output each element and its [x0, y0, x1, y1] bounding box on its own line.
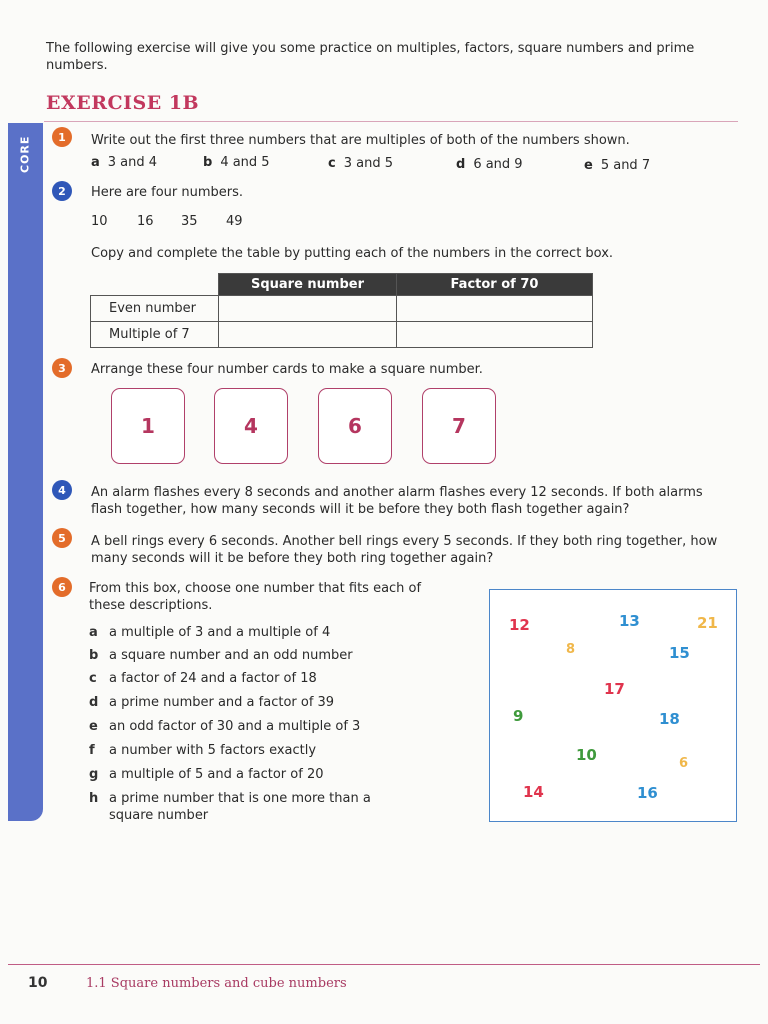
- box-number: 14: [523, 783, 544, 801]
- intro-text: The following exercise will give you some practice on multiples, factors, square numbers and prime numbers.: [46, 41, 695, 73]
- col-header-square-number: Square number: [219, 274, 397, 296]
- list-item: [89, 743, 316, 758]
- question-6-text: From this box, choose one number that fits each of these descriptions.: [89, 581, 422, 613]
- table-cell: [219, 322, 397, 348]
- table-corner: [91, 274, 219, 296]
- box-number: 6: [679, 756, 689, 771]
- part-text: a factor of 24 and a factor of 18: [109, 671, 317, 686]
- table-cell: [397, 322, 593, 348]
- list-item: [89, 625, 330, 640]
- part-text: a square number and an odd number: [109, 648, 353, 663]
- box-number: 9: [513, 707, 524, 725]
- col-header-factor-of-70: Factor of 70: [397, 274, 593, 296]
- part-text: a multiple of 5 and a factor of 20: [109, 767, 324, 782]
- question-number-1: 1: [52, 127, 72, 147]
- q2-number-4: 49: [226, 214, 243, 229]
- list-item: [89, 671, 317, 686]
- q1-part-c: [328, 156, 393, 171]
- part-label: e: [584, 158, 593, 173]
- part-text: an odd factor of 30 and a multiple of 3: [109, 719, 361, 734]
- part-text: 5 and 7: [600, 158, 651, 173]
- question-2-text: Here are four numbers.: [91, 185, 244, 200]
- list-item: [89, 695, 334, 710]
- box-number: 18: [659, 710, 680, 728]
- part-label: c: [89, 671, 97, 686]
- part-label: d: [456, 157, 466, 172]
- section-title: 1.1 Square numbers and cube numbers: [86, 976, 347, 991]
- core-side-bar: [8, 123, 43, 821]
- part-label: b: [203, 155, 213, 170]
- table-header-row: [91, 274, 593, 296]
- question-number-6: 6: [52, 577, 72, 597]
- q1-part-d: [456, 157, 523, 172]
- row-header-even-number: Even number: [91, 296, 219, 322]
- q2-number-3: 35: [181, 214, 198, 229]
- part-label: g: [89, 767, 99, 782]
- q2-number-2: 16: [137, 214, 154, 229]
- list-item: [89, 719, 360, 734]
- question-4-text: An alarm flashes every 8 seconds and another alarm flashes every 12 seconds. If both alarms flash together, how many seconds will it be before they both flash together again?: [91, 485, 703, 517]
- part-text: a number with 5 factors exactly: [109, 743, 317, 758]
- q1-part-a: [91, 155, 157, 170]
- q1-part-e: [584, 158, 650, 173]
- question-number-3: 3: [52, 358, 72, 378]
- box-number: 12: [509, 616, 530, 634]
- number-card: 7: [422, 388, 496, 464]
- part-text: a multiple of 3 and a multiple of 4: [109, 625, 331, 640]
- q1-part-b: [203, 155, 270, 170]
- classification-table: [90, 273, 593, 348]
- part-label: f: [89, 743, 95, 758]
- question-3-text: Arrange these four number cards to make a square number.: [91, 362, 483, 377]
- part-label: d: [89, 695, 99, 710]
- part-text: 3 and 4: [107, 155, 158, 170]
- core-label: CORE: [18, 135, 32, 173]
- number-card: 6: [318, 388, 392, 464]
- box-number: 16: [637, 784, 658, 802]
- question-number-4: 4: [52, 480, 72, 500]
- list-item: [89, 767, 324, 782]
- table-cell: [219, 296, 397, 322]
- number-card: 4: [214, 388, 288, 464]
- part-text: 3 and 5: [343, 156, 393, 171]
- part-label: e: [89, 719, 98, 734]
- question-1-text: Write out the first three numbers that are multiples of both of the numbers shown.: [91, 133, 630, 148]
- part-label: h: [89, 791, 99, 806]
- part-text: a prime number and a factor of 39: [109, 695, 335, 710]
- box-number: 10: [576, 746, 597, 764]
- part-label: a: [89, 625, 98, 640]
- box-number: 17: [604, 680, 625, 698]
- box-number: 15: [669, 644, 690, 662]
- exercise-title: EXERCISE 1B: [46, 92, 200, 114]
- box-number: 8: [566, 642, 576, 657]
- page-number: 10: [28, 975, 48, 991]
- number-box: [489, 589, 737, 822]
- part-text: 6 and 9: [473, 157, 523, 172]
- question-number-5: 5: [52, 528, 72, 548]
- box-number: 13: [619, 612, 640, 630]
- part-label: a: [91, 155, 100, 170]
- number-card: 1: [111, 388, 185, 464]
- table-row: [91, 296, 593, 322]
- part-text: a prime number that is one more than a square number: [109, 791, 371, 823]
- box-number: 21: [697, 614, 718, 632]
- table-row: [91, 322, 593, 348]
- q2-instruction: Copy and complete the table by putting each of the numbers in the correct box.: [91, 246, 614, 261]
- part-label: c: [328, 156, 336, 171]
- list-item: [89, 790, 409, 824]
- list-item: [89, 648, 353, 663]
- part-label: b: [89, 648, 99, 663]
- q2-number-1: 10: [91, 214, 108, 229]
- question-5-text: A bell rings every 6 seconds. Another bell rings every 5 seconds. If they both ring together, how many seconds will it be before they both ring together again?: [91, 534, 718, 566]
- footer-divider: [8, 964, 760, 965]
- row-header-multiple-of-7: Multiple of 7: [91, 322, 219, 348]
- table-cell: [397, 296, 593, 322]
- part-text: 4 and 5: [220, 155, 270, 170]
- title-divider: [44, 121, 738, 122]
- question-number-2: 2: [52, 181, 72, 201]
